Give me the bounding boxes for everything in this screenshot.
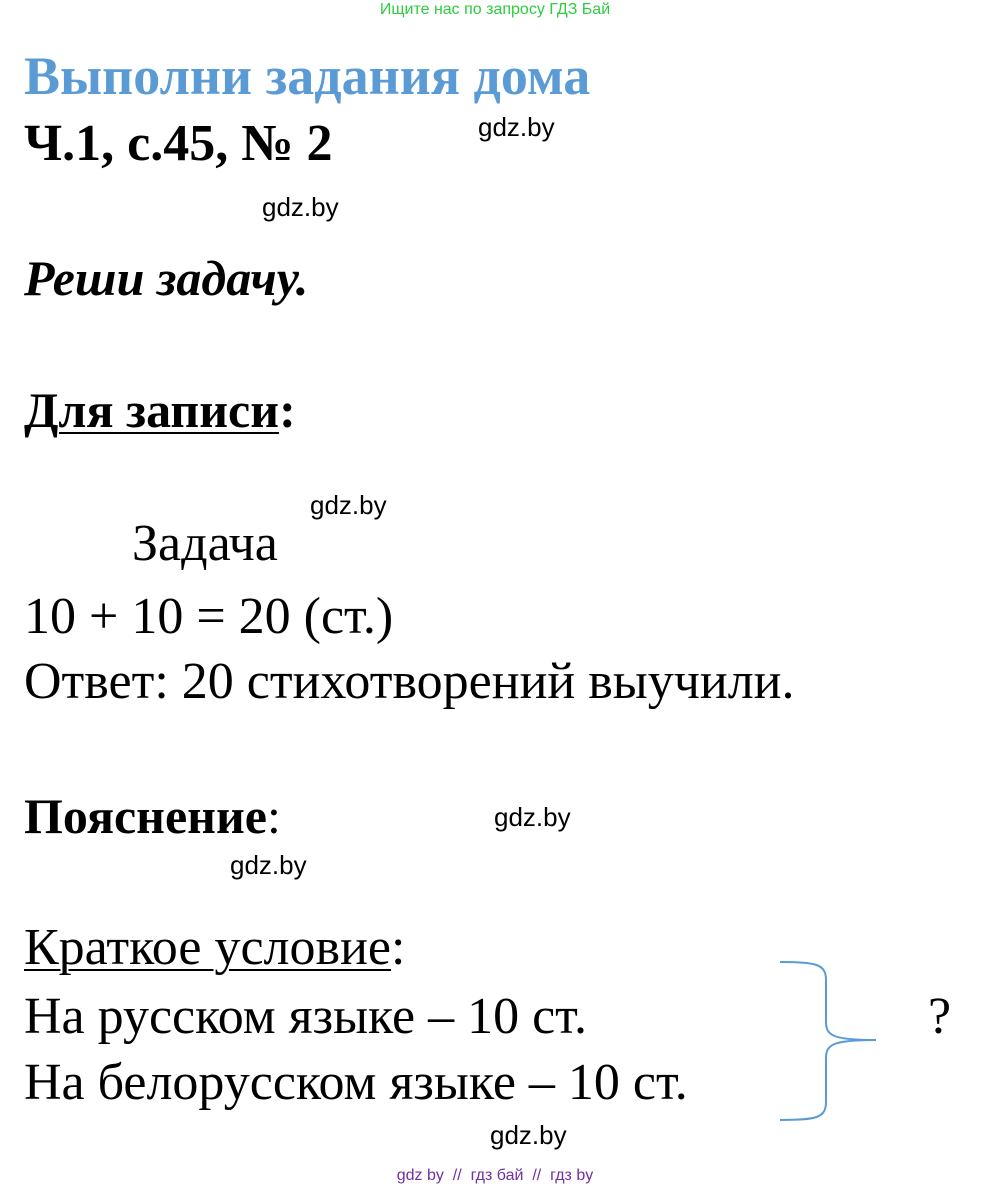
explanation-heading <box>24 784 281 848</box>
solution-equation: 10 + 10 = 20 (ст.) <box>24 588 394 645</box>
explanation-label: Пояснение <box>24 788 267 844</box>
watermark: gdz.by <box>262 192 339 222</box>
watermark: gdz.by <box>230 850 307 880</box>
question-mark: ? <box>928 988 952 1045</box>
page-heading: Выполни задания дома <box>24 46 591 106</box>
short-condition-label: Краткое условие <box>24 919 391 976</box>
for-record-label: Для записи <box>24 382 280 438</box>
explanation-colon: : <box>267 788 281 844</box>
for-record-colon: : <box>279 382 296 438</box>
watermark: gdz.by <box>490 1120 567 1150</box>
promo-note: Ищите нас по запросу ГДЗ Бай <box>379 1 611 18</box>
task-title: Задача <box>132 515 278 572</box>
watermark: gdz.by <box>494 802 571 832</box>
short-condition-colon: : <box>390 919 406 976</box>
watermark: gdz.by <box>310 490 387 520</box>
watermark: gdz.by <box>478 112 555 142</box>
condition-line-russian: На русском языке – 10 ст. <box>24 988 587 1045</box>
footer-note: gdz by // гдз бай // гдз by <box>396 1167 594 1184</box>
short-condition-heading <box>24 917 405 979</box>
solution-answer: Ответ: 20 стихотворений выучили. <box>24 653 795 710</box>
condition-line-belarusian: На белорусском языке – 10 ст. <box>24 1054 688 1111</box>
task-reference: Ч.1, с.45, № 2 <box>24 115 333 172</box>
curly-brace-icon <box>776 958 886 1124</box>
instruction: Реши задачу. <box>24 250 309 306</box>
for-record-heading <box>24 378 296 442</box>
